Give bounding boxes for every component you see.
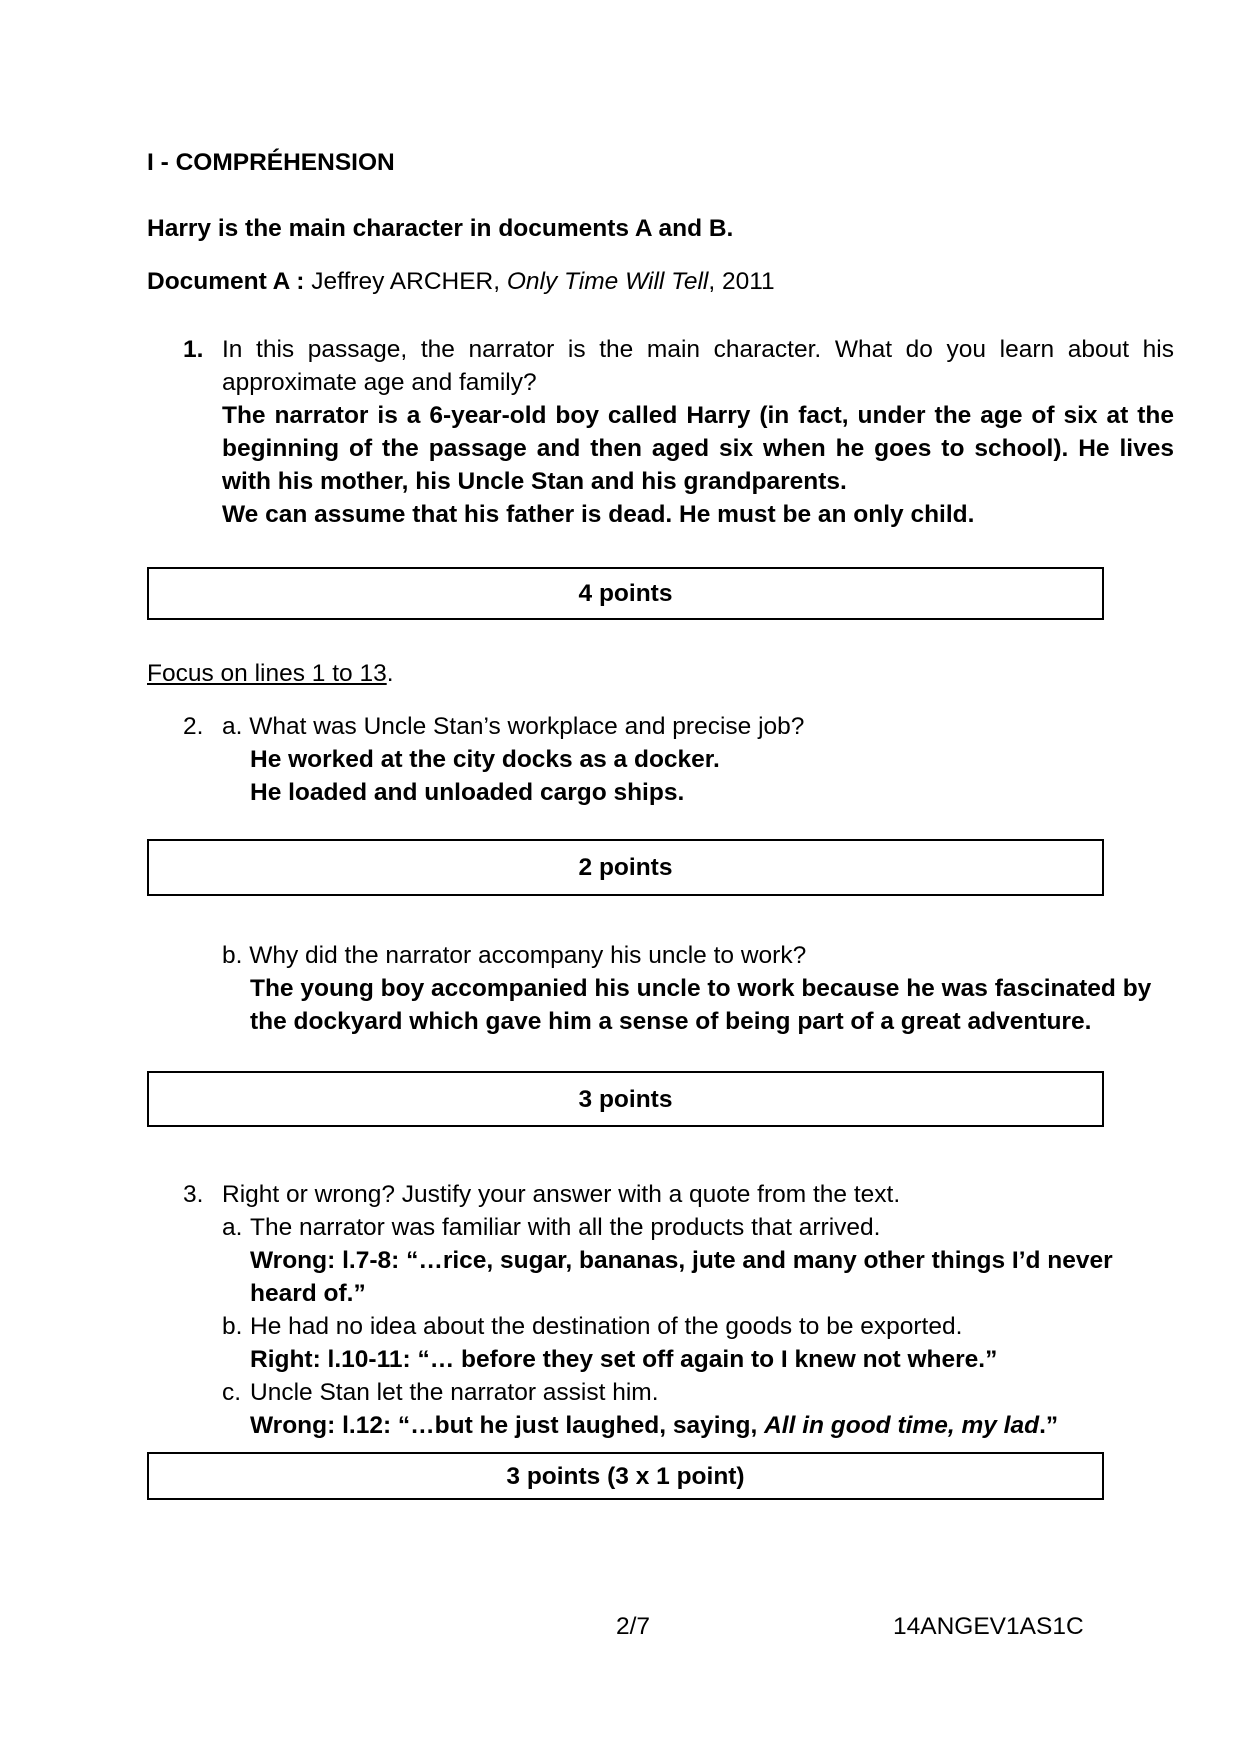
- question-1-text: In this passage, the narrator is the main character. What do you learn about his approximate age and family?: [222, 336, 1174, 396]
- document-code: 14ANGEV1AS1C: [893, 1613, 1084, 1640]
- question-1-answer-2: We can assume that his father is dead. He must be an only child.: [222, 501, 975, 528]
- points-box-q2a: 2 points: [147, 839, 1104, 896]
- question-2a-answer-2: He loaded and unloaded cargo ships.: [250, 779, 685, 806]
- question-3c-statement: Uncle Stan let the narrator assist him.: [250, 1379, 659, 1406]
- question-2a-text: a. What was Uncle Stan’s workplace and precise job?: [222, 713, 805, 740]
- question-3c-answer-quote: All in good time, my lad: [764, 1412, 1040, 1439]
- question-3a-letter: a.: [222, 1214, 243, 1241]
- focus-line: [147, 657, 394, 690]
- question-1-number: 1.: [183, 336, 204, 363]
- focus-suffix: .: [386, 660, 394, 687]
- question-2b-text: b. Why did the narrator accompany his uncle to work?: [222, 942, 807, 969]
- question-2-number: 2.: [183, 713, 204, 740]
- page-number: 2/7: [616, 1613, 651, 1640]
- points-box-q1: 4 points: [147, 567, 1104, 620]
- question-3-text: Right or wrong? Justify your answer with a quote from the text.: [222, 1181, 901, 1208]
- document-reference: [147, 265, 775, 298]
- question-3b-answer: Right: l.10-11: “… before they set off again to I knew not where.”: [250, 1346, 998, 1373]
- question-3a-answer: Wrong: l.7-8: “…rice, sugar, bananas, jute and many other things I’d never heard of.”: [250, 1247, 1113, 1307]
- focus-text: Focus on lines 1 to 13: [147, 660, 387, 687]
- document-year: , 2011: [708, 268, 775, 295]
- question-2b-answer: The young boy accompanied his uncle to work because he was fascinated by the dockyard which gave him a sense of being part of a great adventure.: [250, 975, 1152, 1035]
- question-3a-statement: The narrator was familiar with all the products that arrived.: [250, 1214, 881, 1241]
- document-title: Only Time Will Tell: [506, 268, 709, 295]
- question-3c-answer: [250, 1409, 1058, 1442]
- points-box-q3: 3 points (3 x 1 point): [147, 1452, 1104, 1500]
- question-3c-answer-suffix: .”: [1039, 1412, 1059, 1439]
- document-label: Document A :: [147, 268, 305, 295]
- question-2a-answer-1: He worked at the city docks as a docker.: [250, 746, 720, 773]
- question-3c-answer-prefix: Wrong: l.12: “…but he just laughed, saying,: [250, 1412, 758, 1439]
- points-box-q2b: 3 points: [147, 1071, 1104, 1127]
- document-author: Jeffrey ARCHER,: [311, 268, 501, 295]
- question-3b-letter: b.: [222, 1313, 243, 1340]
- question-3b-statement: He had no idea about the destination of the goods to be exported.: [250, 1313, 963, 1340]
- section-title: I - COMPRÉHENSION: [147, 149, 395, 176]
- question-3-number: 3.: [183, 1181, 204, 1208]
- question-1-answer-1: The narrator is a 6-year-old boy called Harry (in fact, under the age of six at the beginning of the passage and then aged six when he goes to school). He lives with his mother, his Uncle Stan and his grandparents.: [222, 402, 1174, 495]
- question-3c-letter: c.: [222, 1379, 242, 1406]
- intro-line: Harry is the main character in documents A and B.: [147, 215, 734, 242]
